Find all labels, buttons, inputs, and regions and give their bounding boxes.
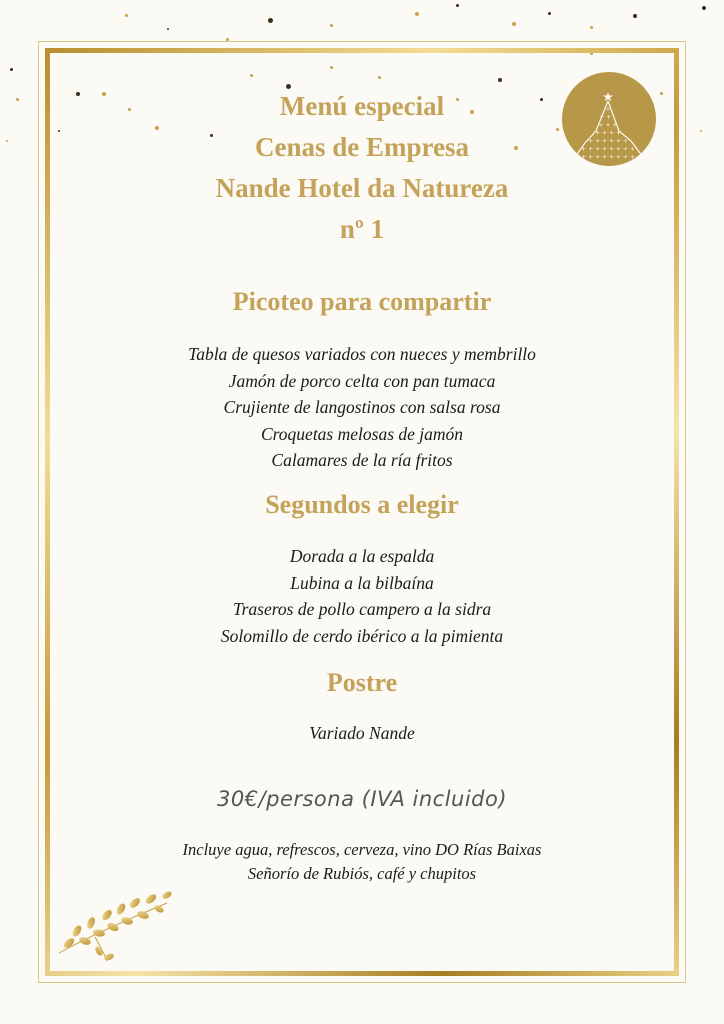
svg-text:+ + + +: + + + + bbox=[595, 130, 621, 137]
includes-line: Incluye agua, refrescos, cerveza, vino DO Rías Baixas bbox=[182, 840, 542, 859]
menu-item: Dorada a la espalda bbox=[289, 546, 435, 566]
includes-text bbox=[0, 838, 724, 886]
price-text: 30€/persona (IVA incluido) bbox=[216, 787, 508, 811]
svg-text:+ + + + + + + + + +: + + + + + + + + + + bbox=[574, 154, 642, 161]
menu-item: Traseros de pollo campero a la sidra bbox=[232, 599, 492, 619]
menu-item: Tabla de quesos variados con nueces y membrillo bbox=[188, 344, 536, 364]
title-line: Menú especial bbox=[279, 91, 445, 121]
section-title-picoteo: Picoteo para compartir bbox=[232, 287, 492, 316]
menu-title bbox=[0, 86, 724, 250]
menu-item: Solomillo de cerdo ibérico a la pimienta bbox=[220, 625, 504, 646]
title-line: Cenas de Empresa bbox=[254, 132, 469, 162]
menu-item: Variado Nande bbox=[309, 723, 415, 743]
svg-text:+ + + + + + + +: + + + + + + + + bbox=[581, 146, 635, 153]
menu-item: Crujiente de langostinos con salsa rosa bbox=[223, 397, 501, 417]
title-line: Nande Hotel da Natureza bbox=[215, 173, 509, 203]
svg-text:+ + +: + + + bbox=[598, 122, 618, 129]
menu-item: Jamón de porco celta con pan tumaca bbox=[228, 370, 496, 391]
svg-text:+ + + + + +: + + + + + + bbox=[588, 138, 628, 145]
golden-leaves-icon bbox=[55, 885, 175, 965]
title-line: nº 1 bbox=[339, 214, 385, 244]
includes-line: Señorío de Rubiós, café y chupitos bbox=[247, 864, 477, 883]
section-title-segundos: Segundos a elegir bbox=[265, 490, 459, 519]
svg-text:+ +: + + bbox=[599, 114, 611, 121]
section-items-picoteo bbox=[0, 341, 724, 474]
svg-text:+: + bbox=[605, 106, 611, 113]
section-items-segundos bbox=[0, 543, 724, 649]
section-items-postre bbox=[0, 720, 724, 747]
section-title-postre: Postre bbox=[326, 668, 398, 697]
menu-item: Lubina a la bilbaína bbox=[290, 572, 434, 593]
menu-item: Croquetas melosas de jamón bbox=[260, 423, 464, 444]
menu-item: Calamares de la ría fritos bbox=[271, 450, 453, 470]
